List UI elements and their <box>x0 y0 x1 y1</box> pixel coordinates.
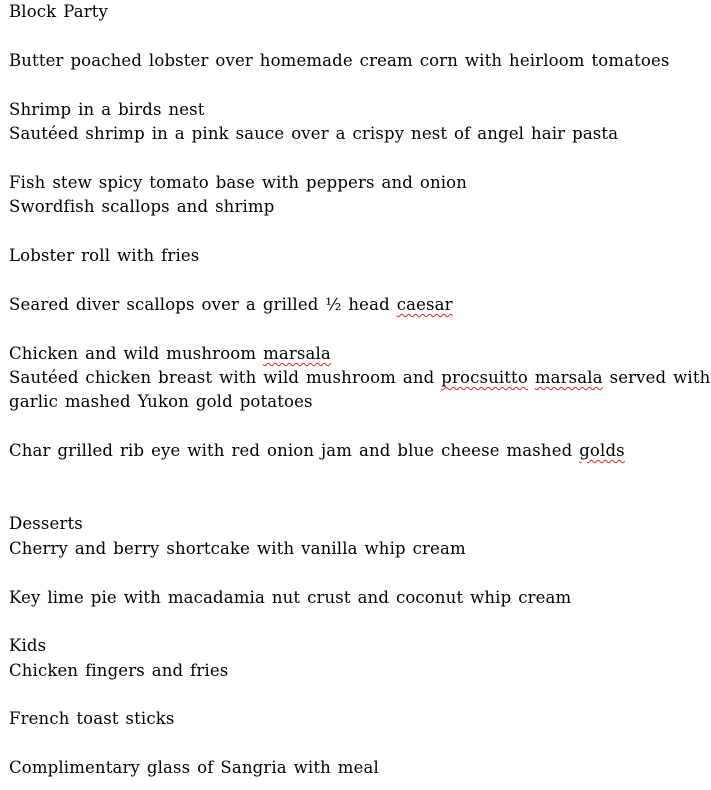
menu-item-fish-stew-name: Fish stew spicy tomato base with peppers and onion <box>9 173 468 192</box>
menu-item-lobster: Butter poached lobster over homemade cream corn with heirloom tomatoes <box>9 51 670 70</box>
spelling-error-caesar[interactable]: caesar <box>396 295 453 314</box>
menu-item-shrimp-desc: Sautéed shrimp in a pink sauce over a crispy nest of angel hair pasta <box>9 124 619 143</box>
desserts-heading: Desserts <box>9 514 83 533</box>
menu-item-ribeye <box>9 439 625 463</box>
kids-item-french-toast: French toast sticks <box>9 709 175 728</box>
ribeye-text: Char grilled rib eye with red onion jam and blue cheese mashed <box>9 441 580 460</box>
chicken-name-text: Chicken and wild mushroom <box>9 344 264 363</box>
chicken-desc-space <box>528 368 535 387</box>
spelling-error-procsuitto[interactable]: procsuitto <box>441 368 528 387</box>
kids-heading: Kids <box>9 636 47 655</box>
menu-item-shrimp-name: Shrimp in a birds nest <box>9 100 205 119</box>
spelling-error-marsala-2[interactable]: marsala <box>534 368 603 387</box>
menu-item-fish-stew-desc: Swordfish scallops and shrimp <box>9 197 275 216</box>
menu-item-chicken-desc-line2: garlic mashed Yukon gold potatoes <box>9 392 313 411</box>
menu-item-chicken-name <box>9 342 331 366</box>
dessert-item-shortcake: Cherry and berry shortcake with vanilla whip cream <box>9 539 466 558</box>
footer-note: Complimentary glass of Sangria with meal <box>9 758 379 777</box>
chicken-desc-text: Sautéed chicken breast with wild mushroom and <box>9 368 442 387</box>
menu-item-lobster-roll: Lobster roll with fries <box>9 246 200 265</box>
spelling-error-golds[interactable]: golds <box>579 441 625 460</box>
menu-item-scallops <box>9 293 453 317</box>
spelling-error-marsala[interactable]: marsala <box>263 344 331 363</box>
chicken-desc-tail: served with <box>602 368 711 387</box>
dessert-item-key-lime: Key lime pie with macadamia nut crust and coconut whip cream <box>9 588 572 607</box>
kids-item-fingers: Chicken fingers and fries <box>9 661 229 680</box>
scallops-text: Seared diver scallops over a grilled ½ head <box>9 295 397 314</box>
menu-title: Block Party <box>9 2 109 21</box>
menu-item-chicken-desc <box>9 366 710 390</box>
